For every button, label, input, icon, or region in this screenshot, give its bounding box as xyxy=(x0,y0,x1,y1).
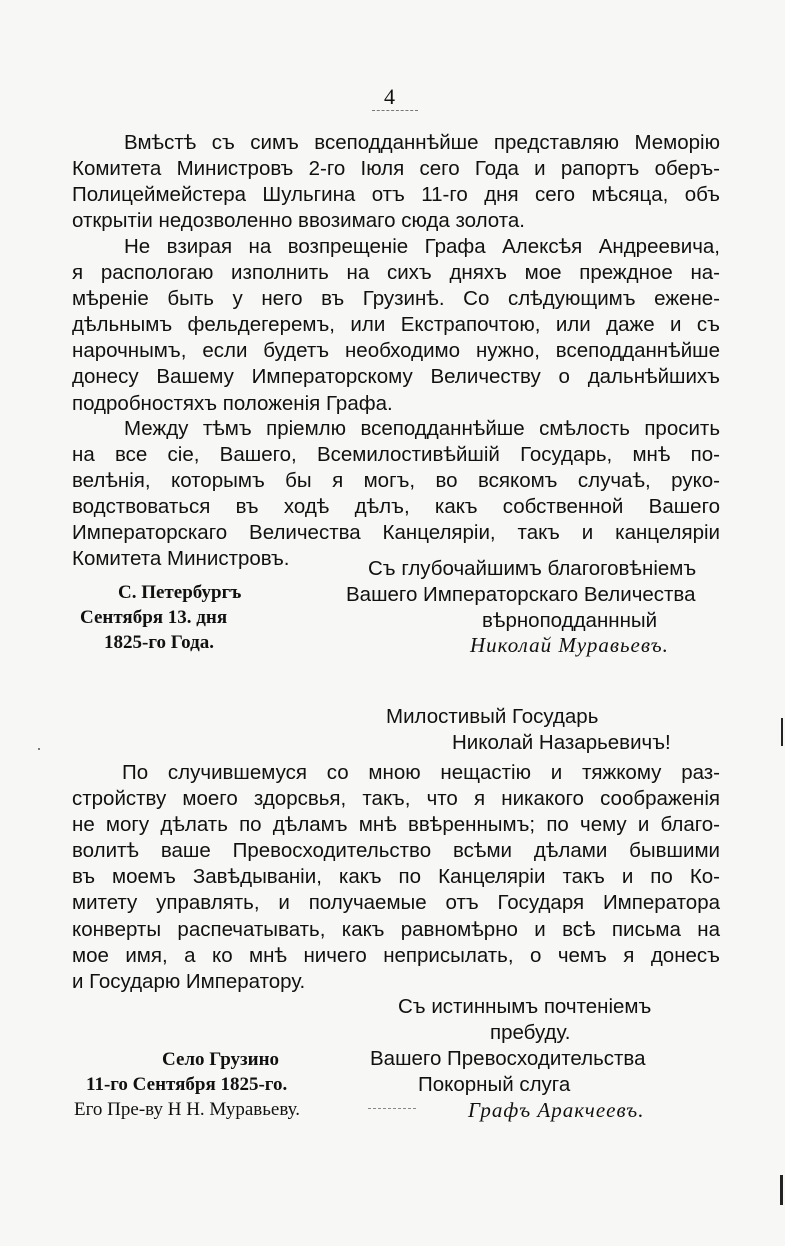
text-line: мое имя, а ко мнѣ ничего неприсылать, о чемъ я донесъ xyxy=(72,943,720,967)
text-line: подробностяхъ положенія Графа. xyxy=(72,391,393,415)
letter1-closing-line-2: Вашего Императорскаго Величества xyxy=(346,583,696,606)
letter2-closing-line-3: Вашего Превосходительства xyxy=(370,1047,646,1070)
letter2-body xyxy=(72,760,720,995)
scan-edge-mark xyxy=(781,718,783,746)
text-line: Вмѣстѣ съ симъ всеподданнѣйше представляю Меморію xyxy=(124,131,720,154)
scan-speck xyxy=(38,748,40,750)
letter1-closing-line-1: Съ глубочайшимъ благоговѣніемъ xyxy=(368,557,697,580)
text-line: По случившемуся со мною нещастію и тяжкому раз- xyxy=(122,761,720,784)
end-rule xyxy=(368,1108,416,1109)
text-line: и Государю Императору. xyxy=(72,969,306,993)
letter2-signature: Графъ Аракчеевъ. xyxy=(468,1098,645,1122)
letter2-addressee: Его Пре-ву Н Н. Муравьеву. xyxy=(74,1099,301,1120)
letter1-paragraph-2 xyxy=(72,234,720,417)
letter1-year: 1825-го Года. xyxy=(104,632,214,653)
text-line: мѣреніе быть у него въ Грузинѣ. Со слѣдующимъ еженe- xyxy=(72,287,720,311)
letter1-place: С. Петербургъ xyxy=(118,582,242,603)
text-line: Комитета Министровъ. xyxy=(72,547,290,571)
text-line: стройству моего здорсвья, такъ, что я никакого соображенія xyxy=(72,787,720,811)
letter2-date: 11-го Сентября 1825-го. xyxy=(86,1074,288,1095)
letter1-closing-line-3: вѣрноподданнный xyxy=(482,609,658,632)
text-line: митету управлять, и получаемые отъ Государя Императора xyxy=(72,891,720,915)
text-line: конверты распечатывать, какъ равномѣрно и всѣ письма на xyxy=(72,917,720,941)
page-number-rule xyxy=(372,110,418,111)
text-line: Не взирая на возпрещеніе Графа Алексѣя Андреевича, xyxy=(124,235,720,258)
text-line: открытіи недозволенно ввозимаго сюда золота. xyxy=(72,209,525,233)
page-number: 4 xyxy=(384,84,395,109)
letter2-closing-line-1: Съ истиннымъ почтеніемъ xyxy=(398,995,652,1018)
letter1-paragraph-3 xyxy=(72,416,720,573)
text-line: на все сіе, Вашего, Всемилостивѣйшій Государь, мнѣ по- xyxy=(72,443,720,467)
text-line: дѣльнымъ фельдегеремъ, или Екстрапочтою, или даже и съ xyxy=(72,313,720,337)
text-line: нарочнымъ, если будетъ необходимо нужно, всеподданнѣйше xyxy=(72,339,720,363)
letter1-date: Сентября 13. дня xyxy=(80,607,228,628)
text-line: я распологаю изполнить на сихъ дняхъ мое преждное на- xyxy=(72,261,720,285)
text-line: Полицеймейстера Шульгина отъ 11-го дня сего мѣсяца, объ xyxy=(72,183,720,207)
letter2-salutation-1: Милостивый Государь xyxy=(386,705,599,728)
text-line: Комитета Министровъ 2-го Іюля сего Года и рапортъ оберъ- xyxy=(72,157,720,181)
text-line: волитѣ ваше Превосходительство всѣми дѣлами бывшими xyxy=(72,839,720,863)
text-line: водствоваться въ ходѣ дѣлъ, какъ собственной Вашего xyxy=(72,495,720,519)
text-line: въ моемъ Завѣдываніи, какъ по Канцеляріи такъ и по Ко- xyxy=(72,865,720,889)
scan-edge-mark xyxy=(780,1175,783,1205)
letter2-place: Село Грузино xyxy=(162,1049,280,1070)
letter2-closing-line-2: пребуду. xyxy=(490,1021,571,1044)
text-line: Между тѣмъ пріемлю всеподданнѣйше смѣлость просить xyxy=(124,417,720,440)
text-line: Императорскаго Величества Канцеляріи, такъ и канцеляріи xyxy=(72,521,720,545)
letter2-closing-line-4: Покорный слуга xyxy=(418,1073,571,1096)
text-line: велѣнія, которымъ бы я могъ, во всякомъ случаѣ, руко- xyxy=(72,469,720,493)
text-line: не могу дѣлать по дѣламъ мнѣ ввѣреннымъ; по чему и благо- xyxy=(72,813,720,837)
letter2-salutation-2: Николай Назарьевичъ! xyxy=(452,731,671,754)
letter1-paragraph-1 xyxy=(72,130,720,234)
text-line: донесу Вашему Императорскому Величеству о дальнѣйшихъ xyxy=(72,365,720,389)
letter1-signature: Николай Муравьевъ. xyxy=(470,633,669,657)
